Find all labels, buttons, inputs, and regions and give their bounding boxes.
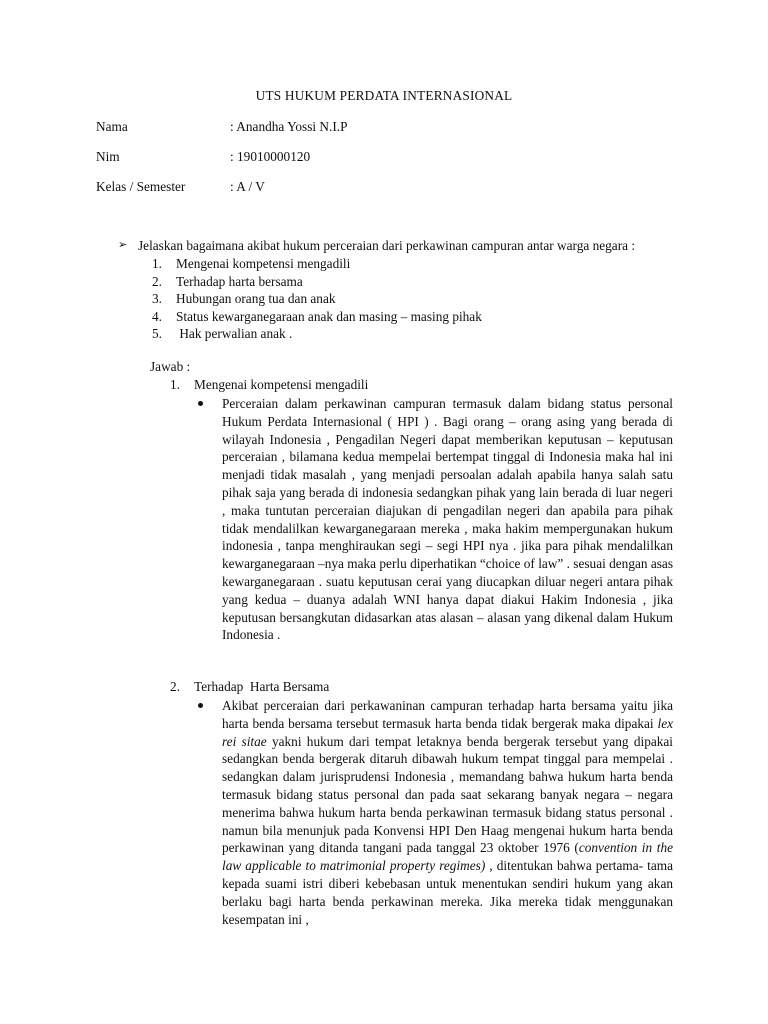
- section-number: 1.: [170, 377, 180, 392]
- document-title: UTS HUKUM PERDATA INTERNASIONAL: [255, 88, 513, 103]
- section-title: Mengenai kompetensi mengadili: [194, 377, 369, 392]
- list-text: Mengenai kompetensi mengadili: [176, 256, 351, 271]
- paragraph-text: Akibat perceraian dari perkawaninan campuran terhadap harta bersama yaitu jika harta benda bersama tersebut termasuk harta benda tidak bergerak maka dipakai: [222, 698, 673, 731]
- paragraph-text: , ditentukan bahwa pertama- tama kepada suami istri diberi kebebasan untuk menentukan sendiri hukum yang akan berlaku bagi harta benda perkawinan mereka. Jika mereka tidak menggunakan kesempatan ini ,: [222, 858, 673, 927]
- identity-value: : Anandha Yossi N.I.P: [230, 119, 348, 134]
- identity-label: Nama: [96, 119, 128, 134]
- identity-value: : A / V: [230, 179, 265, 194]
- list-number: 3.: [152, 291, 162, 307]
- question-text: Jelaskan bagaimana akibat hukum perceraian dari perkawinan campuran antar warga negara :: [138, 238, 636, 253]
- identity-label: Kelas / Semester: [96, 179, 186, 194]
- list-number: 5.: [152, 326, 162, 342]
- list-item: [152, 308, 552, 326]
- list-item: [152, 255, 552, 273]
- section-title: Terhadap Harta Bersama: [194, 679, 330, 694]
- list-text: Hubungan orang tua dan anak: [176, 291, 336, 307]
- question-list: [152, 255, 552, 343]
- identity-label: Nim: [96, 149, 120, 164]
- bullet-icon: [198, 703, 203, 708]
- bullet-icon: [198, 401, 203, 406]
- arrow-bullet-icon: ➢: [118, 239, 128, 251]
- list-item: [152, 273, 552, 291]
- latin-term: lex rei sitae: [222, 715, 673, 749]
- identity-value: : 19010000120: [230, 149, 311, 164]
- list-item: [152, 325, 552, 343]
- list-text: Status kewarganegaraan anak dan masing – masing pihak: [176, 308, 482, 324]
- answer-label: Jawab :: [150, 359, 191, 374]
- list-number: 4.: [152, 308, 162, 324]
- list-item: [152, 290, 552, 308]
- list-text: Terhadap harta bersama: [176, 273, 303, 289]
- list-number: 2.: [152, 273, 162, 289]
- list-number: 1.: [152, 256, 162, 271]
- paragraph-text: yakni hukum dari tempat letaknya benda bergerak tersebut yang dipakai sedangkan benda bergerak ditaruh dibawah hukum tempat tinggal para mempelai . sedangkan dalam jurisprudensi Indonesia , memandang bahwa hukum harta benda termasuk bidang status personal dan pada saat sekarang banyak negara – negara menerima bahwa hukum harta benda perkawinan termasuk bidang status personal . namun bila menunjuk pada Konvensi HPI Den Haag mengenai hukum harta benda perkawinan yang ditanda tangani pada tanggal 23 oktober 1976 (: [222, 733, 673, 856]
- section-number: 2.: [170, 679, 180, 694]
- convention-title: convention in the law applicable to matrimonial property regimes): [222, 840, 673, 874]
- answer-paragraph: Perceraian dalam perkawinan campuran termasuk dalam bidang status personal Hukum Perdata Internasional ( HPI ) . Bagi orang – orang asing yang berada di wilayah Indonesia , Pengadilan Negeri dapat memberikan keputusan – keputusan perceraian , bilamana kedua mempelai bertempat tinggal di Indonesia maka hal ini menjadi tidak masalah , yang menjadi persoalan adalah apabila hanya salah satu pihak saja yang berada di indonesia sedangkan pihak yang lain berada di luar negeri , maka tuntutan perceraian diajukan di pengadilan negeri dan apabila para pihak tidak mendalilkan kewarganegaraan mereka , maka hakim mempergunakan hukum indonesia , tanpa menghiraukan segi – segi HPI nya . jika para pihak mendalilkan kewarganegaraan –nya maka perlu diperhatikan “choice of law” . sesuai dengan asas kewarganegaraan . suatu keputusan cerai yang diucapkan diluar negeri antara pihak yang kedua – duanya adalah WNI hanya dapat diakui Hakim Indonesia , jika keputusan bersangkutan didasarkan atas alasan – alasan yang dikenal dalam Hukum Indonesia .: [222, 396, 673, 643]
- list-text: Hak perwalian anak .: [176, 326, 293, 342]
- answer-paragraph: [222, 697, 673, 928]
